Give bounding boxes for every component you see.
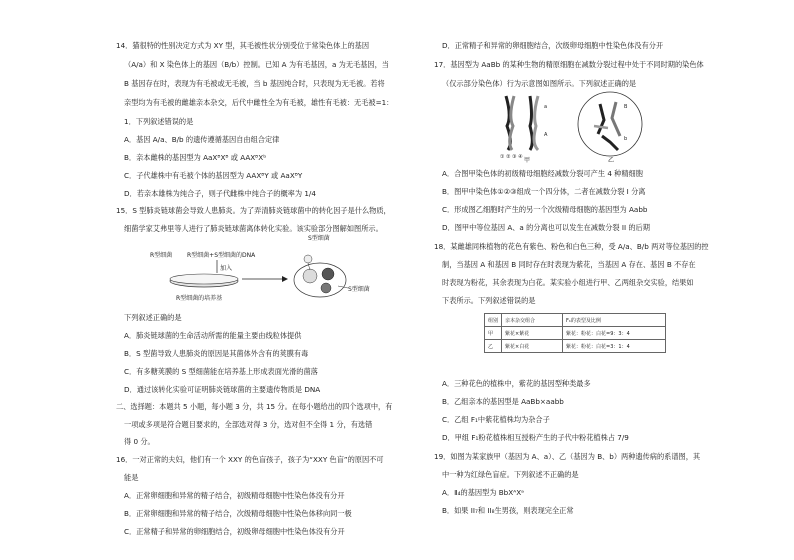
section2-line: 得 0 分。 — [124, 437, 155, 446]
q14-line: 亲型均为有毛被的雌雄亲本杂交，后代中雌性全为有毛被，雄性有毛被：无毛被=1： — [124, 98, 394, 107]
q18-line: 时表现为粉花，其余表现为白花。某实验小组进行甲、乙两组杂交实验，结果如 — [442, 278, 694, 287]
figure-jia-label: 甲 — [524, 157, 531, 164]
q19-option-a: A．Ⅱ₄的基因型为 BbXᴬXᵃ — [442, 488, 524, 497]
q16-line: 能是 — [124, 473, 139, 482]
table-header: 亲本杂交组合 — [502, 314, 563, 327]
q15-option-d: D．通过该转化实验可证明肺炎链球菌的主要遗传物质是 DNA — [124, 385, 321, 394]
q18-option-d: D．甲组 F₁粉花植株相互授粉产生的子代中粉花植株占 7/9 — [442, 433, 629, 442]
svg-text:① ② ③ ④: ① ② ③ ④ — [500, 154, 523, 160]
q16-option-a: A．正常卵细胞和异常的精子结合，初级精母细胞中性染色体没有分开 — [124, 491, 345, 500]
q19-line: 19．如图为某家族甲（基因为 A、a）、乙（基因为 B、b）两种遗传病的系谱图，其 — [434, 452, 701, 461]
q18-option-c: C．乙组 F₁中紫花植株均为杂合子 — [442, 415, 550, 424]
q14-line: 1．下列叙述错误的是 — [124, 117, 194, 126]
table-header: 组别 — [485, 314, 502, 327]
q14-option-b: B．亲本雌株的基因型为 AaXᴮXᴮ 或 AAXᴮXᵇ — [124, 153, 267, 162]
table-header: F₁的表型及比例 — [563, 314, 666, 327]
q18-line: 下表所示。下列叙述错误的是 — [442, 296, 536, 305]
table-header-row — [485, 314, 666, 327]
q15-experiment-figure — [142, 234, 382, 308]
q14-line: 14．猫很特的性别决定方式为 XY 型，其毛被性状分别受位于常染色体上的基因 — [116, 41, 370, 50]
add-label: 加入 — [220, 265, 233, 272]
q19-option-b: B．如果 II₇和 II₈生男孩，则表现完全正常 — [442, 506, 574, 515]
q16-option-d: D．正常精子和异常的卵细胞结合，次级卵母细胞中性染色体没有分开 — [442, 41, 664, 50]
q16-option-c: C．正常精子和异常的卵细胞结合，初级卵母细胞中性染色体没有分开 — [124, 527, 345, 536]
q16-option-b: B．正常卵细胞和异常的精子结合，次级精母细胞中性染色体移向同一极 — [124, 509, 352, 518]
q17-chromosome-figure — [496, 90, 646, 162]
q15-stem: 下列叙述正确的是 — [124, 313, 182, 322]
section2-line: 一项或多项是符合题目要求的，全部选对得 3 分，选对但不全得 1 分，有选错 — [124, 420, 373, 429]
q17-option-d: D．图甲中等位基因 A、a 的分离也可以发生在减数分裂 II 的后期 — [442, 223, 650, 232]
svg-text:A: A — [544, 132, 548, 138]
q15-line: 15．S 型肺炎链球菌会导致人患肺炎。为了弄清肺炎链球菌中的转化因子是什么物质， — [116, 206, 391, 215]
q17-option-c: C．形成图乙细胞时产生的另一个次级精母细胞的基因型为 Aabb — [442, 205, 648, 214]
q15-line: 细菌学家艾弗里等人进行了肺炎链球菌离体转化实验。该实验部分图解如图所示。 — [124, 224, 383, 233]
q15-option-b: B．S 型菌导致人患肺炎的原因是其菌体外含有的荚膜有毒 — [124, 349, 309, 358]
q17-line: 17．基因型为 AaBb 的某种生物的精原细胞在减数分裂过程中处于不同时期的染色体 — [434, 60, 704, 69]
table-row: 甲 紫花×紫花 紫花：粉花：白花=9：3：4 — [485, 327, 666, 340]
q14-option-a: A．基因 A/a、B/b 的遗传遵循基因自由组合定律 — [124, 135, 280, 144]
chromosome-jia-icon — [506, 96, 538, 150]
q14-line: B 基因存在时，表现为有毛被或无毛被，当 b 基因纯合时，只表现为无毛被。若将 — [124, 79, 385, 88]
q19-line: 中一种为红绿色盲症。下列叙述不正确的是 — [442, 470, 579, 479]
mix-label: R型细菌+S型细菌的DNA — [187, 252, 256, 259]
s-bacteria-top-label: S型细菌 — [308, 235, 330, 242]
q15-option-c: C．有多糖荚膜的 S 型细菌能在培养基上形成表面光滑的菌落 — [124, 367, 318, 376]
figure-yi-label: 乙 — [608, 157, 615, 164]
q17-option-b: B．图甲中染色体①②③组成一个四分体，二者在减数分裂 I 分离 — [442, 187, 646, 196]
q18-option-a: A．三种花色的植株中，紫花的基因型种类最多 — [442, 379, 591, 388]
q17-line: （仅示部分染色体）行为示意图如图所示。下列叙述正确的是 — [442, 79, 637, 88]
q14-option-d: D．若亲本雄株为纯合子，则子代雌株中纯合子的概率为 1/4 — [124, 189, 316, 198]
cell-yi-icon — [578, 92, 642, 156]
colony-dish-icon — [294, 263, 346, 297]
q18-line: 18．某雌雄同株植物的花色有紫色、粉色和白色三种，受 A/a、B/b 两对等位基因的控 — [434, 242, 709, 251]
r-bacteria-label: R型细菌 — [150, 252, 173, 259]
cross-results-table — [484, 313, 666, 353]
svg-text:b: b — [624, 136, 628, 142]
table-row: 乙 紫花×白花 紫花：粉花：白花=3：1：4 — [485, 340, 666, 353]
section2-line: 二、选择题：本题共 5 小题，每小题 3 分，共 15 分。在每小题给出的四个选项中，有 — [116, 402, 393, 411]
q17-option-a: A．合图甲染色体的初级精母细胞经减数分裂可产生 4 种精细胞 — [442, 169, 643, 178]
q15-option-a: A．肺炎链球菌的生命活动所需的能量主要由线粒体提供 — [124, 331, 302, 340]
s-bacteria-label: S型细菌 — [348, 286, 370, 293]
q18-option-b: B．乙组亲本的基因型是 AaBb×aabb — [442, 397, 564, 406]
q14-option-c: C．子代雄株中有毛被个体的基因型为 AAXᴮY 或 AaXᴮY — [124, 171, 303, 180]
svg-text:B: B — [624, 104, 628, 110]
svg-text:a: a — [544, 104, 548, 110]
q18-line: 制，当基因 A 和基因 B 同时存在时表现为紫花，当基因 A 存在、基因 B 不存在 — [442, 260, 696, 269]
q14-line: （A/a）和 X 染色体上的基因（B/b）控制。已知 A 为有毛基因，a 为无毛基因，当 — [124, 60, 389, 69]
q16-line: 16．一对正常的夫妇，他们有一个 XXY 的色盲孩子，孩子为“XXY 色盲”的原因不可 — [116, 455, 384, 464]
dish-label: R型细菌的培养基 — [176, 295, 223, 302]
